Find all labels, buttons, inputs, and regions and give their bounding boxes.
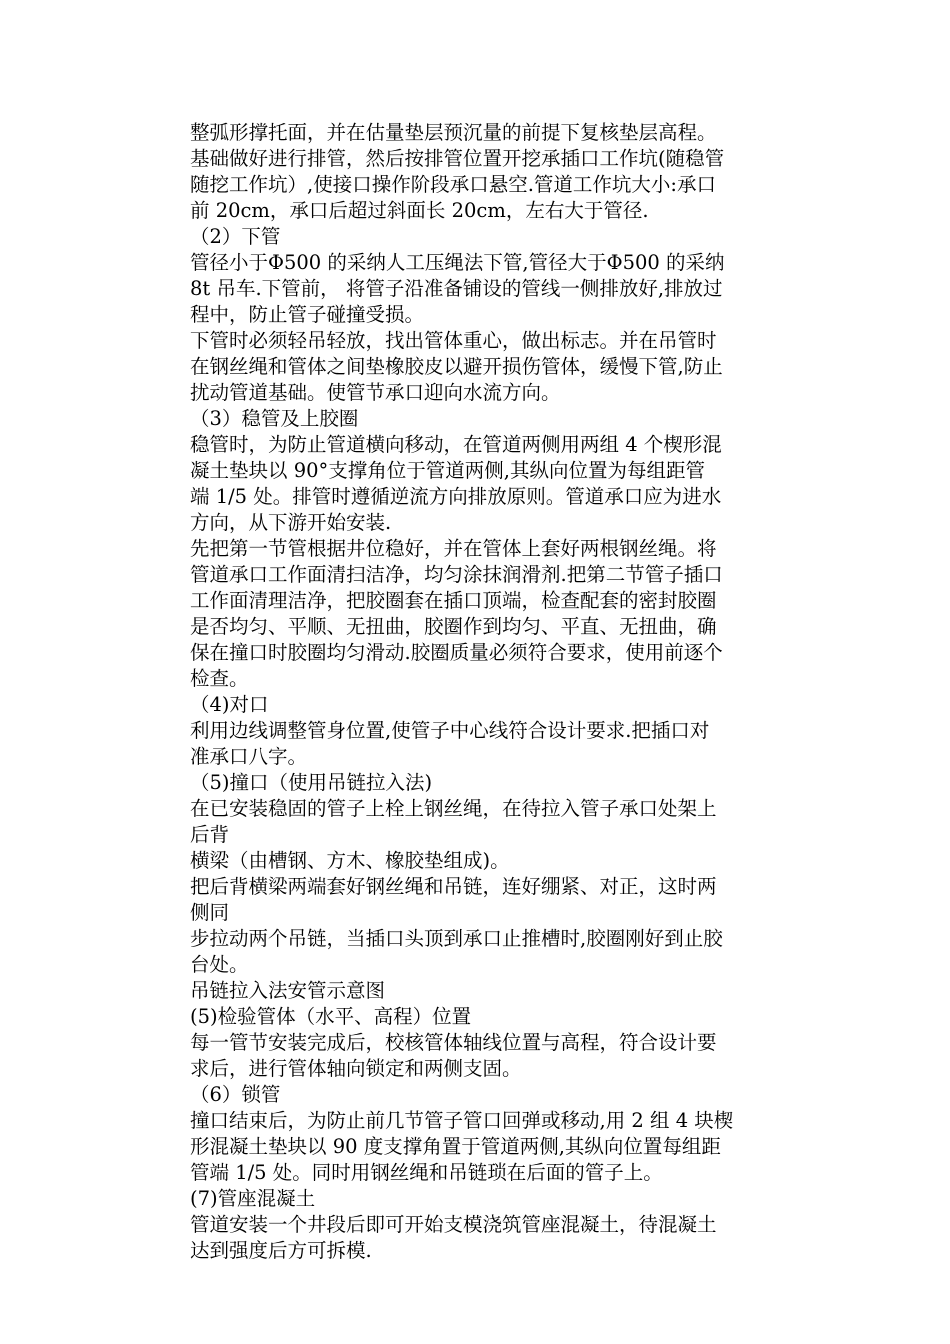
text-line: 是否均匀、平顺、无扭曲，胶圈作到均匀、平直、无扭曲，确 [190, 615, 717, 638]
text-line: 准承口八字。 [190, 745, 308, 768]
text-line: 达到强度后方可拆模. [190, 1239, 372, 1262]
text-line: 前 20cm，承口后超过斜面长 20cm，左右大于管径. [190, 199, 649, 222]
text-line: 利用边线调整管身位置,使管子中心线符合设计要求.把插口对 [190, 719, 710, 742]
text-line: 工作面清理洁净，把胶圈套在插口顶端，检查配套的密封胶圈 [190, 589, 717, 612]
text-line: 管端 1/5 处。同时用钢丝绳和吊链琐在后面的管子上。 [190, 1161, 663, 1184]
text-line: 保在撞口时胶圈均匀滑动.胶圈质量必须符合要求，使用前逐个 [190, 641, 723, 664]
section-heading: (7)管座混凝土 [190, 1187, 316, 1210]
text-line: 整弧形撑托面，并在估量垫层预沉量的前提下复核垫层高程。 [190, 121, 717, 144]
section-heading: (5)检验管体（水平、高程）位置 [190, 1005, 472, 1028]
text-line: 管道安装一个井段后即可开始支模浇筑管座混凝土，待混凝土 [190, 1213, 717, 1236]
figure-caption: 吊链拉入法安管示意图 [190, 979, 386, 1002]
text-line: 先把第一节管根据井位稳好，并在管体上套好两根钢丝绳。将 [190, 537, 717, 560]
text-line: 随挖工作坑）,使接口操作阶段承口悬空.管道工作坑大小:承口 [190, 173, 716, 196]
text-line: 在钢丝绳和管体之间垫橡胶皮以避开损伤管体，缓慢下管,防止 [190, 355, 723, 378]
section-heading: （2）下管 [190, 225, 281, 248]
text-line: 每一管节安装完成后，校核管体轴线位置与高程，符合设计要 [190, 1031, 717, 1054]
text-line: 步拉动两个吊链，当插口头顶到承口止推槽时,胶圈刚好到止胶 [190, 927, 723, 950]
text-line: 后背 [190, 823, 230, 846]
text-line: 端 1/5 处。排管时遵循逆流方向排放原则。管道承口应为进水 [190, 485, 722, 508]
text-line: 横梁（由槽钢、方木、橡胶垫组成)。 [190, 849, 510, 872]
text-line: 在已安装稳固的管子上栓上钢丝绳，在待拉入管子承口处架上 [190, 797, 717, 820]
text-line: 检查。 [190, 667, 249, 690]
text-line: 下管时必须轻吊轻放，找出管体重心，做出标志。并在吊管时 [190, 329, 717, 352]
text-line: 管道承口工作面清扫洁净，均匀涂抹润滑剂.把第二节管子插口 [190, 563, 723, 586]
text-line: 程中，防止管子碰撞受损。 [190, 303, 425, 326]
text-line: 形混凝土垫块以 90 度支撑角置于管道两侧,其纵向位置每组距 [190, 1135, 721, 1158]
section-heading: （5)撞口（使用吊链拉入法) [190, 771, 433, 794]
text-line: 管径小于Φ500 的采纳人工压绳法下管,管径大于Φ500 的采纳 [190, 251, 725, 274]
document-page [190, 120, 815, 1264]
section-heading: （6）锁管 [190, 1083, 281, 1106]
text-line: 扰动管道基础。使管节承口迎向水流方向。 [190, 381, 561, 404]
text-line: 撞口结束后，为防止前几节管子管口回弹或移动,用 2 组 4 块楔 [190, 1109, 734, 1132]
text-line: 求后，进行管体轴向锁定和两侧支固。 [190, 1057, 522, 1080]
text-line: 8t 吊车.下管前， 将管子沿准备铺设的管线一侧排放好,排放过 [190, 277, 723, 300]
text-line: 台处。 [190, 953, 249, 976]
section-heading: （4)对口 [190, 693, 269, 716]
text-line: 基础做好进行排管，然后按排管位置开挖承插口工作坑(随稳管 [190, 147, 725, 170]
text-line: 稳管时，为防止管道横向移动，在管道两侧用两组 4 个楔形混 [190, 433, 722, 456]
text-line: 把后背横梁两端套好钢丝绳和吊链，连好绷紧、对正，这时两 [190, 875, 717, 898]
text-line: 方向，从下游开始安装. [190, 511, 392, 534]
text-line: 侧同 [190, 901, 230, 924]
text-line: 凝土垫块以 90°支撑角位于管道两侧,其纵向位置为每组距管 [190, 459, 705, 482]
section-heading: （3）稳管及上胶圈 [190, 407, 359, 430]
